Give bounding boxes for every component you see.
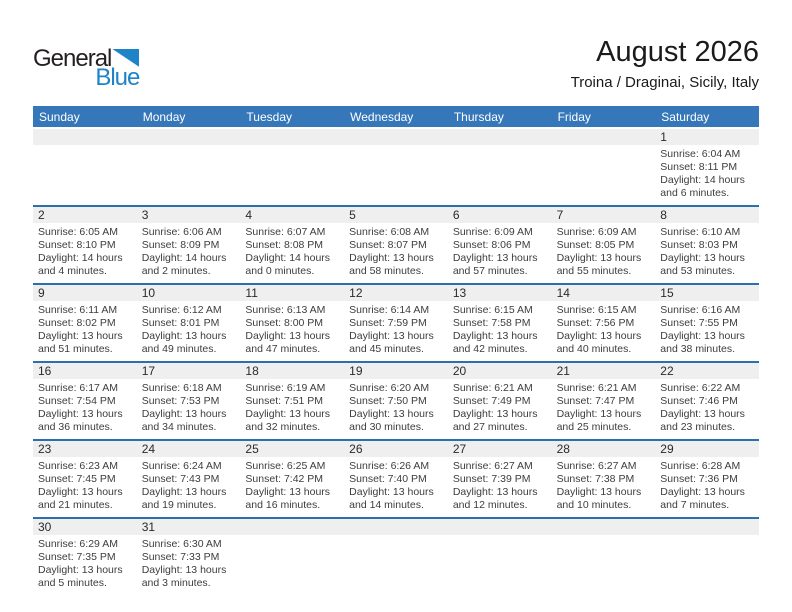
daylight-line: Daylight: 13 hours and 27 minutes. (452, 408, 538, 433)
sunset-line: Sunset: 7:49 PM (452, 395, 531, 407)
day-number (344, 519, 448, 535)
day-cell-24 (137, 441, 241, 517)
day-number: 26 (344, 441, 448, 457)
logo-text-general: General (33, 45, 112, 72)
sunrise-line: Sunrise: 6:24 AM (141, 460, 222, 472)
day-details (33, 145, 137, 205)
daylight-line: Daylight: 13 hours and 14 minutes. (349, 486, 434, 511)
day-number: 13 (448, 285, 552, 301)
day-details (655, 223, 759, 283)
sunset-line: Sunset: 8:00 PM (245, 317, 324, 329)
day-number: 21 (552, 363, 656, 379)
day-cell-27 (448, 441, 552, 517)
sunrise-line: Sunrise: 6:15 AM (556, 304, 637, 316)
sunrise-line: Sunrise: 6:30 AM (141, 538, 222, 550)
daylight-line: Daylight: 13 hours and 23 minutes. (660, 408, 745, 433)
daylight-line: Daylight: 14 hours and 4 minutes. (38, 252, 123, 277)
day-number (552, 519, 656, 535)
sunset-line: Sunset: 7:59 PM (349, 317, 427, 329)
day-details (344, 301, 448, 361)
weekday-header-bar (33, 106, 759, 127)
sunset-line: Sunset: 8:02 PM (38, 317, 116, 329)
daylight-line: Daylight: 13 hours and 42 minutes. (452, 330, 538, 355)
top-bar (0, 0, 792, 100)
day-details (655, 145, 759, 205)
sunset-line: Sunset: 7:50 PM (349, 395, 427, 407)
day-details (552, 301, 656, 361)
day-number: 29 (655, 441, 759, 457)
day-details (240, 379, 344, 439)
day-details (655, 457, 759, 517)
sunrise-line: Sunrise: 6:04 AM (660, 148, 741, 160)
day-number: 8 (655, 207, 759, 223)
day-cell-28 (552, 441, 656, 517)
day-cell-18 (240, 363, 344, 439)
day-details (448, 301, 552, 361)
day-number (448, 519, 552, 535)
day-details (448, 145, 552, 205)
day-number: 28 (552, 441, 656, 457)
day-number (240, 519, 344, 535)
day-cell-17 (137, 363, 241, 439)
daylight-line: Daylight: 13 hours and 47 minutes. (245, 330, 331, 355)
day-cell-empty (344, 519, 448, 595)
sunset-line: Sunset: 7:35 PM (38, 551, 116, 563)
daylight-line: Daylight: 13 hours and 58 minutes. (349, 252, 434, 277)
sunrise-line: Sunrise: 6:06 AM (141, 226, 222, 238)
day-details (33, 223, 137, 283)
day-number (137, 129, 241, 145)
day-cell-empty (552, 519, 656, 595)
day-number: 6 (448, 207, 552, 223)
day-cell-empty (33, 129, 137, 205)
day-details (552, 535, 656, 595)
day-number: 3 (137, 207, 241, 223)
day-details (552, 379, 656, 439)
day-number (552, 129, 656, 145)
sunset-line: Sunset: 7:46 PM (660, 395, 738, 407)
day-number: 20 (448, 363, 552, 379)
sunrise-line: Sunrise: 6:20 AM (349, 382, 430, 394)
sunset-line: Sunset: 7:42 PM (245, 473, 324, 485)
weekday-saturday: Saturday (661, 109, 710, 124)
sunrise-line: Sunrise: 6:13 AM (245, 304, 326, 316)
day-details (655, 301, 759, 361)
daylight-line: Daylight: 13 hours and 40 minutes. (556, 330, 642, 355)
day-details (552, 457, 656, 517)
daylight-line: Daylight: 13 hours and 7 minutes. (660, 486, 745, 511)
day-details (33, 457, 137, 517)
sunrise-line: Sunrise: 6:21 AM (556, 382, 637, 394)
day-number: 27 (448, 441, 552, 457)
sunrise-line: Sunrise: 6:18 AM (141, 382, 222, 394)
day-cell-21 (552, 363, 656, 439)
sunset-line: Sunset: 8:10 PM (38, 239, 116, 251)
sunset-line: Sunset: 7:40 PM (349, 473, 427, 485)
sunrise-line: Sunrise: 6:14 AM (349, 304, 430, 316)
daylight-line: Daylight: 13 hours and 55 minutes. (556, 252, 642, 277)
daylight-line: Daylight: 14 hours and 2 minutes. (141, 252, 227, 277)
day-details (448, 535, 552, 595)
day-cell-15 (655, 285, 759, 361)
daylight-line: Daylight: 13 hours and 49 minutes. (141, 330, 227, 355)
daylight-line: Daylight: 13 hours and 38 minutes. (660, 330, 745, 355)
day-details (33, 301, 137, 361)
daylight-line: Daylight: 13 hours and 3 minutes. (141, 564, 227, 589)
day-cell-2 (33, 207, 137, 283)
sunset-line: Sunset: 8:05 PM (556, 239, 635, 251)
daylight-line: Daylight: 13 hours and 51 minutes. (38, 330, 123, 355)
weekday-tuesday: Tuesday (246, 109, 293, 124)
day-number: 15 (655, 285, 759, 301)
sunset-line: Sunset: 7:58 PM (452, 317, 531, 329)
day-number: 11 (240, 285, 344, 301)
sunset-line: Sunset: 8:03 PM (660, 239, 738, 251)
day-cell-empty (240, 129, 344, 205)
weekday-monday: Monday (142, 109, 186, 124)
weekday-sunday: Sunday (39, 109, 80, 124)
sunset-line: Sunset: 8:01 PM (141, 317, 220, 329)
sunset-line: Sunset: 7:38 PM (556, 473, 635, 485)
day-number: 31 (137, 519, 241, 535)
day-details (448, 379, 552, 439)
day-number: 9 (33, 285, 137, 301)
day-cell-4 (240, 207, 344, 283)
day-cell-empty (137, 129, 241, 205)
weekday-friday: Friday (557, 109, 591, 124)
day-details (137, 145, 241, 205)
daylight-line: Daylight: 13 hours and 53 minutes. (660, 252, 745, 277)
day-cell-empty (240, 519, 344, 595)
daylight-line: Daylight: 14 hours and 0 minutes. (245, 252, 331, 277)
week-row-6 (33, 517, 759, 595)
general-blue-logo (33, 45, 140, 91)
sunset-line: Sunset: 7:53 PM (141, 395, 220, 407)
week-row-1 (33, 129, 759, 205)
day-cell-30 (33, 519, 137, 595)
day-number: 12 (344, 285, 448, 301)
day-details (240, 457, 344, 517)
day-number (448, 129, 552, 145)
location-subtitle: Troina / Draginai, Sicily, Italy (570, 74, 759, 91)
day-details (344, 535, 448, 595)
day-number (240, 129, 344, 145)
daylight-line: Daylight: 13 hours and 16 minutes. (245, 486, 331, 511)
day-cell-empty (552, 129, 656, 205)
sunset-line: Sunset: 7:45 PM (38, 473, 116, 485)
sunrise-line: Sunrise: 6:09 AM (452, 226, 533, 238)
day-details (137, 223, 241, 283)
sunset-line: Sunset: 7:39 PM (452, 473, 531, 485)
sunrise-line: Sunrise: 6:25 AM (245, 460, 326, 472)
day-cell-25 (240, 441, 344, 517)
day-cell-12 (344, 285, 448, 361)
sunrise-line: Sunrise: 6:26 AM (349, 460, 430, 472)
day-cell-22 (655, 363, 759, 439)
daylight-line: Daylight: 13 hours and 57 minutes. (452, 252, 538, 277)
day-number: 17 (137, 363, 241, 379)
day-details (137, 535, 241, 595)
day-number (655, 519, 759, 535)
day-details (448, 457, 552, 517)
day-cell-14 (552, 285, 656, 361)
sunrise-line: Sunrise: 6:23 AM (38, 460, 118, 472)
daylight-line: Daylight: 13 hours and 19 minutes. (141, 486, 227, 511)
day-cell-empty (448, 519, 552, 595)
sunrise-line: Sunrise: 6:21 AM (452, 382, 533, 394)
day-cell-10 (137, 285, 241, 361)
sunset-line: Sunset: 8:08 PM (245, 239, 324, 251)
day-number: 7 (552, 207, 656, 223)
day-number: 2 (33, 207, 137, 223)
logo-text-blue: Blue (95, 64, 140, 91)
sunset-line: Sunset: 8:07 PM (349, 239, 427, 251)
sunset-line: Sunset: 7:43 PM (141, 473, 220, 485)
day-number: 14 (552, 285, 656, 301)
day-cell-7 (552, 207, 656, 283)
day-cell-31 (137, 519, 241, 595)
sunrise-line: Sunrise: 6:22 AM (660, 382, 741, 394)
day-cell-empty (344, 129, 448, 205)
day-details (137, 457, 241, 517)
day-number: 10 (137, 285, 241, 301)
daylight-line: Daylight: 13 hours and 45 minutes. (349, 330, 434, 355)
sunrise-line: Sunrise: 6:27 AM (556, 460, 637, 472)
day-number: 25 (240, 441, 344, 457)
day-details (137, 301, 241, 361)
day-details (33, 379, 137, 439)
day-details (655, 379, 759, 439)
daylight-line: Daylight: 13 hours and 10 minutes. (556, 486, 642, 511)
sunset-line: Sunset: 7:36 PM (660, 473, 738, 485)
month-title: August 2026 (596, 36, 759, 68)
sunset-line: Sunset: 7:47 PM (556, 395, 635, 407)
sunrise-line: Sunrise: 6:16 AM (660, 304, 741, 316)
day-cell-19 (344, 363, 448, 439)
day-details (552, 223, 656, 283)
day-details (655, 535, 759, 595)
sunrise-line: Sunrise: 6:15 AM (452, 304, 533, 316)
day-details (33, 535, 137, 595)
day-number (344, 129, 448, 145)
weekday-wednesday: Wednesday (350, 109, 414, 124)
day-cell-empty (655, 519, 759, 595)
daylight-line: Daylight: 13 hours and 25 minutes. (556, 408, 642, 433)
day-cell-11 (240, 285, 344, 361)
day-cell-3 (137, 207, 241, 283)
sunrise-line: Sunrise: 6:08 AM (349, 226, 430, 238)
day-number: 18 (240, 363, 344, 379)
day-details (240, 301, 344, 361)
week-row-4 (33, 361, 759, 439)
day-number (33, 129, 137, 145)
sunset-line: Sunset: 7:55 PM (660, 317, 738, 329)
week-row-5 (33, 439, 759, 517)
day-cell-1 (655, 129, 759, 205)
day-details (448, 223, 552, 283)
day-number: 23 (33, 441, 137, 457)
sunrise-line: Sunrise: 6:11 AM (38, 304, 118, 316)
day-cell-23 (33, 441, 137, 517)
sunset-line: Sunset: 7:54 PM (38, 395, 116, 407)
sunset-line: Sunset: 8:09 PM (141, 239, 220, 251)
sunrise-line: Sunrise: 6:05 AM (38, 226, 118, 238)
day-cell-26 (344, 441, 448, 517)
daylight-line: Daylight: 14 hours and 6 minutes. (660, 174, 745, 199)
sunrise-line: Sunrise: 6:17 AM (38, 382, 118, 394)
day-cell-5 (344, 207, 448, 283)
daylight-line: Daylight: 13 hours and 36 minutes. (38, 408, 123, 433)
day-cell-empty (448, 129, 552, 205)
daylight-line: Daylight: 13 hours and 21 minutes. (38, 486, 123, 511)
week-row-2 (33, 205, 759, 283)
day-number: 19 (344, 363, 448, 379)
daylight-line: Daylight: 13 hours and 32 minutes. (245, 408, 331, 433)
sunrise-line: Sunrise: 6:27 AM (452, 460, 533, 472)
daylight-line: Daylight: 13 hours and 30 minutes. (349, 408, 434, 433)
daylight-line: Daylight: 13 hours and 5 minutes. (38, 564, 123, 589)
sunset-line: Sunset: 8:11 PM (660, 161, 738, 173)
day-number: 5 (344, 207, 448, 223)
daylight-line: Daylight: 13 hours and 12 minutes. (452, 486, 538, 511)
day-cell-13 (448, 285, 552, 361)
day-details (552, 145, 656, 205)
day-details (137, 379, 241, 439)
day-details (344, 145, 448, 205)
sunrise-line: Sunrise: 6:19 AM (245, 382, 326, 394)
sunset-line: Sunset: 8:06 PM (452, 239, 531, 251)
sunrise-line: Sunrise: 6:28 AM (660, 460, 741, 472)
daylight-line: Daylight: 13 hours and 34 minutes. (141, 408, 227, 433)
day-details (240, 535, 344, 595)
day-number: 1 (655, 129, 759, 145)
sunset-line: Sunset: 7:33 PM (141, 551, 220, 563)
sunrise-line: Sunrise: 6:07 AM (245, 226, 326, 238)
day-number: 30 (33, 519, 137, 535)
day-details (240, 145, 344, 205)
calendar-grid (33, 129, 759, 595)
day-cell-9 (33, 285, 137, 361)
day-details (344, 457, 448, 517)
sunset-line: Sunset: 7:56 PM (556, 317, 635, 329)
day-number: 22 (655, 363, 759, 379)
sunrise-line: Sunrise: 6:12 AM (141, 304, 222, 316)
day-cell-20 (448, 363, 552, 439)
sunrise-line: Sunrise: 6:09 AM (556, 226, 637, 238)
sunrise-line: Sunrise: 6:29 AM (38, 538, 118, 550)
sunrise-line: Sunrise: 6:10 AM (660, 226, 741, 238)
week-row-3 (33, 283, 759, 361)
day-number: 16 (33, 363, 137, 379)
day-cell-8 (655, 207, 759, 283)
weekday-thursday: Thursday (453, 109, 504, 124)
day-details (344, 223, 448, 283)
title-block (571, 36, 759, 91)
day-cell-16 (33, 363, 137, 439)
day-details (240, 223, 344, 283)
day-cell-29 (655, 441, 759, 517)
day-cell-6 (448, 207, 552, 283)
sunset-line: Sunset: 7:51 PM (245, 395, 324, 407)
day-details (344, 379, 448, 439)
day-number: 4 (240, 207, 344, 223)
day-number: 24 (137, 441, 241, 457)
